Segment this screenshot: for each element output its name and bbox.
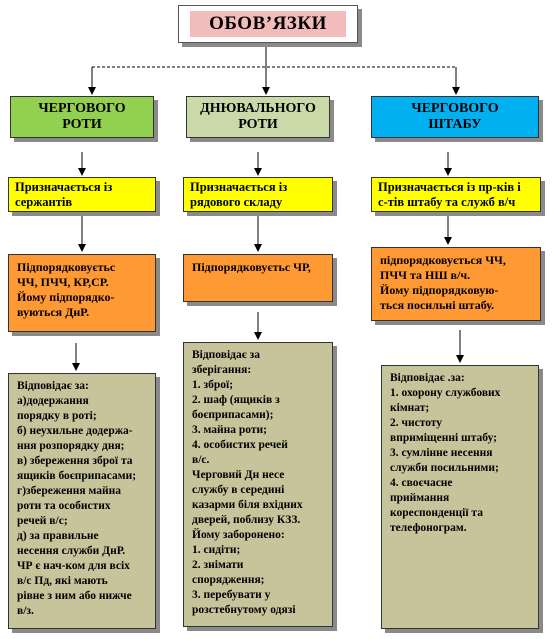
col1-heading: ЧЕРГОВОГО РОТИ (10, 96, 154, 138)
col1-appointed: Призначається із сержантів (8, 177, 156, 212)
col1-responsibilities: Відповідає за: а)додержання порядку в роті; б) неухильне додержа- ння розпорядку дня; в) збереження зброї та ящиків боєприпасами; г)збереження майна роти та особистих речей в/с; д) за правильне несення служби ДнР. ЧР є нач-ком для всіх в/с Пд, які мають рівне з ним або нижче в/з. (8, 373, 156, 629)
col1-subordination: Підпорядковуєтьс ЧЧ, ПЧЧ, КР,СР. Йому підпорядко- вуються ДнР. (8, 254, 156, 332)
col3-appointed: Призначається із пр-ків і с-тів штабу та служб в/ч (371, 177, 541, 212)
col2-subordination: Підпорядковуєтьс ЧР, (183, 254, 333, 302)
title-text: ОБОВ’ЯЗКИ (190, 11, 346, 37)
col2-appointed: Призначається із рядового складу (183, 177, 333, 212)
col3-heading: ЧЕРГОВОГО ШТАБУ (371, 96, 539, 138)
col2-heading: ДНЮВАЛЬНОГО РОТИ (186, 96, 330, 138)
col3-subordination: підпорядковується ЧЧ, ПЧЧ та НШ в/ч. Йому підпорядковую- ться посильні штабу. (371, 247, 541, 321)
col2-responsibilities: Відповідає за зберігання: 1. зброї; 2. шаф (ящиків з боєприпасами); 3. майна роти; 4. особистих речей в/с. Черговий Дн несе службу в середині казарми біля вхідних дверей, поблизу КЗЗ. Йому заборонено: 1. сидіти; 2. знімати спорядження; 3. перебувати у розстебнутому одязі (183, 342, 333, 627)
col3-responsibilities: Відповідає .за: 1. охорону службових кімнат; 2. чистоту вприміщенні штабу; 3. сумлінне несення служби посильними; 4. своєчасне приймання кореспонденції та телефонограм. (381, 365, 539, 629)
title-box (178, 5, 358, 43)
